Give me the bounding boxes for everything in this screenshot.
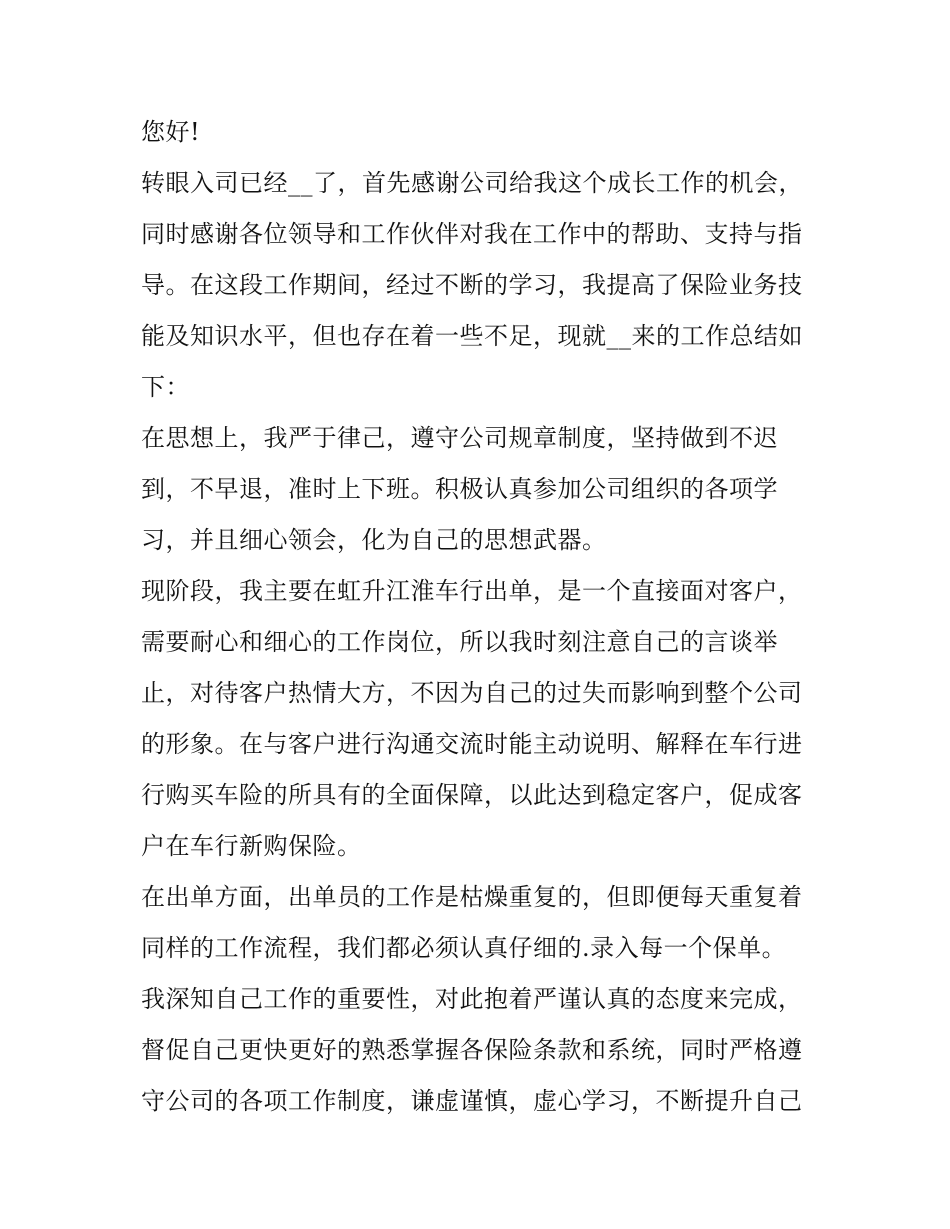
text-line: 同时感谢各位领导和工作伙伴对我在工作中的帮助、支持与指: [141, 220, 803, 248]
text-line: 能及知识水平，但也存在着一些不足，现就__来的工作总结如: [141, 322, 803, 350]
text-line: 在出单方面，出单员的工作是枯燥重复的，但即便每天重复着: [141, 883, 803, 911]
text-line: 守公司的各项工作制度，谦虚谨慎，虚心学习，不断提升自己: [141, 1087, 803, 1115]
text-line: 止，对待客户热情大方，不因为自己的过失而影响到整个公司: [141, 679, 803, 707]
text-line: 行购买车险的所具有的全面保障，以此达到稳定客户，促成客: [141, 781, 803, 809]
text-line: 需要耐心和细心的工作岗位，所以我时刻注意自己的言谈举: [141, 628, 778, 656]
text-line: 导。在这段工作期间，经过不断的学习，我提高了保险业务技: [141, 271, 803, 299]
text-line: 转眼入司已经__了，首先感谢公司给我这个成长工作的机会，: [141, 169, 803, 197]
text-line: 户在车行新购保险。: [141, 832, 362, 860]
text-line: 下：: [141, 373, 190, 401]
text-line: 我深知自己工作的重要性，对此抱着严谨认真的态度来完成，: [141, 985, 803, 1013]
document-body: [141, 107, 821, 1127]
text-line: 在思想上，我严于律己，遵守公司规章制度，坚持做到不迟: [141, 424, 778, 452]
text-line: 督促自己更快更好的熟悉掌握各保险条款和系统，同时严格遵: [141, 1036, 803, 1064]
text-line: 的形象。在与客户进行沟通交流时能主动说明、解释在车行进: [141, 730, 803, 758]
text-line: 到，不早退，准时上下班。积极认真参加公司组织的各项学: [141, 475, 778, 503]
text-line: 现阶段，我主要在虹升江淮车行出单，是一个直接面对客户，: [141, 577, 803, 605]
text-line: 习，并且细心领会，化为自己的思想武器。: [141, 526, 607, 554]
text-line: 同样的工作流程，我们都必须认真仔细的.录入每一个保单。: [141, 934, 787, 962]
text-line-greeting: 您好!: [141, 118, 201, 146]
